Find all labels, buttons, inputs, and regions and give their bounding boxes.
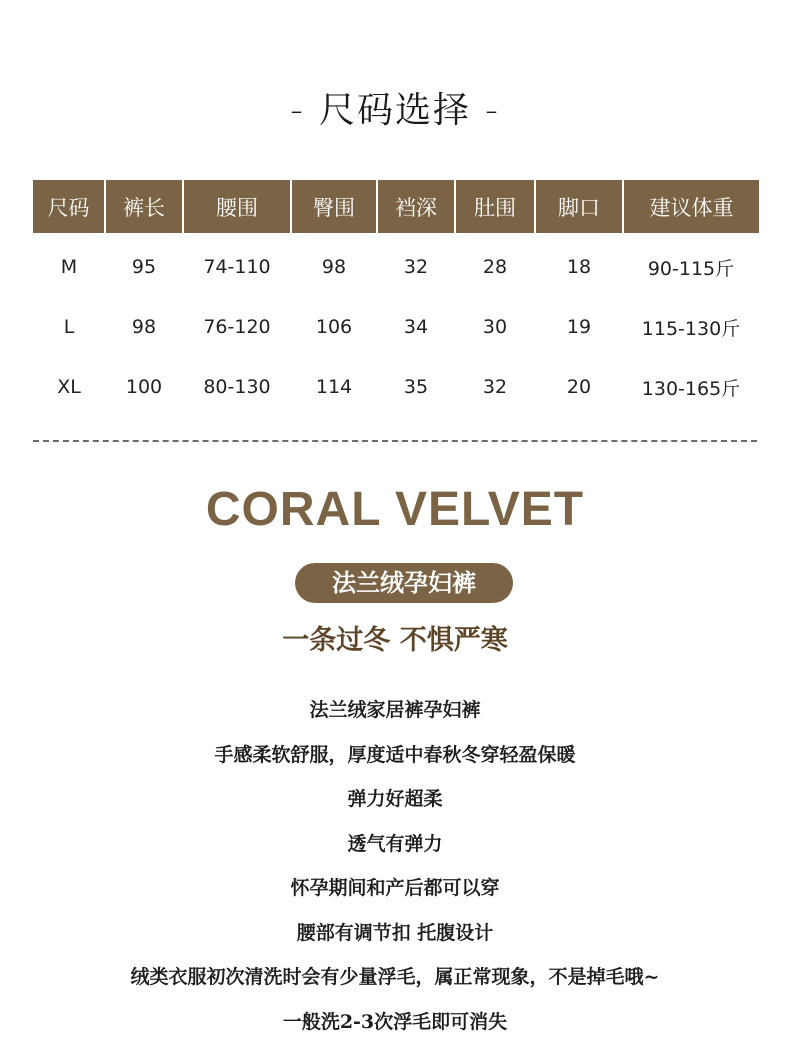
cell-hip: 114	[315, 376, 353, 398]
cell-pants-length: 100	[125, 376, 163, 398]
table-row	[33, 233, 759, 297]
title-dash-right: -	[485, 90, 500, 131]
list-item: 透气有弹力	[347, 832, 443, 855]
cell-hip: 98	[321, 256, 347, 278]
cell-pants-length: 95	[131, 256, 157, 278]
cell-suggested-weight: 90-115斤	[647, 257, 735, 280]
list-item: 法兰绒家居裤孕妇裤	[309, 699, 481, 721]
cell-rise: 34	[403, 316, 429, 338]
cell-rise: 32	[403, 256, 429, 278]
header-waist: 腰围	[183, 180, 291, 233]
slogan: 一条过冬 不惧严寒	[282, 625, 508, 656]
title-dash-left: -	[289, 90, 305, 131]
cell-suggested-weight: 115-130斤	[641, 317, 741, 340]
table-row	[33, 357, 759, 417]
list-item: 绒类衣服初次清洗时会有少量浮毛，属正常现象，不是掉毛哦~	[130, 966, 660, 988]
header-hip: 臀围	[291, 180, 377, 233]
cell-belly: 32	[482, 376, 508, 398]
cell-size: L	[63, 316, 75, 338]
header-hem: 脚口	[535, 180, 623, 233]
header-suggested-weight: 建议体重	[623, 180, 759, 233]
brand-heading: CORAL VELVET	[205, 483, 585, 536]
size-chart-table	[33, 180, 759, 417]
dashed-divider	[33, 440, 757, 442]
cell-hem: 18	[566, 256, 592, 278]
header-belly: 肚围	[455, 180, 535, 233]
cell-waist: 80-130	[203, 376, 271, 398]
cell-waist: 74-110	[203, 256, 271, 278]
cell-hem: 20	[566, 376, 592, 398]
list-item: 怀孕期间和产后都可以穿	[290, 877, 500, 899]
table-header-row	[33, 180, 759, 233]
cell-pants-length: 98	[131, 316, 157, 338]
header-pants-length: 裤长	[105, 180, 183, 233]
cell-belly: 28	[482, 256, 508, 278]
list-item: 弹力好超柔	[347, 788, 443, 810]
cell-waist: 76-120	[203, 316, 271, 338]
feature-list	[0, 690, 790, 1046]
title-text: 尺码选择	[318, 90, 471, 131]
section-title	[0, 82, 790, 133]
cell-size: M	[60, 256, 78, 278]
list-item: 一般洗2-3次浮毛即可消失	[282, 1010, 508, 1033]
list-item: 手感柔软舒服，厚度适中春秋冬穿轻盈保暖	[214, 743, 576, 766]
list-item: 腰部有调节扣 托腹设计	[296, 921, 494, 944]
header-size: 尺码	[33, 180, 105, 233]
header-rise: 裆深	[377, 180, 455, 233]
table-row	[33, 297, 759, 357]
cell-hip: 106	[315, 316, 353, 338]
cell-size: XL	[57, 376, 81, 398]
cell-rise: 35	[403, 376, 429, 398]
product-name-pill: 法兰绒孕妇裤	[295, 563, 513, 603]
cell-hem: 19	[566, 316, 592, 338]
cell-suggested-weight: 130-165斤	[641, 377, 741, 400]
cell-belly: 30	[482, 316, 508, 338]
